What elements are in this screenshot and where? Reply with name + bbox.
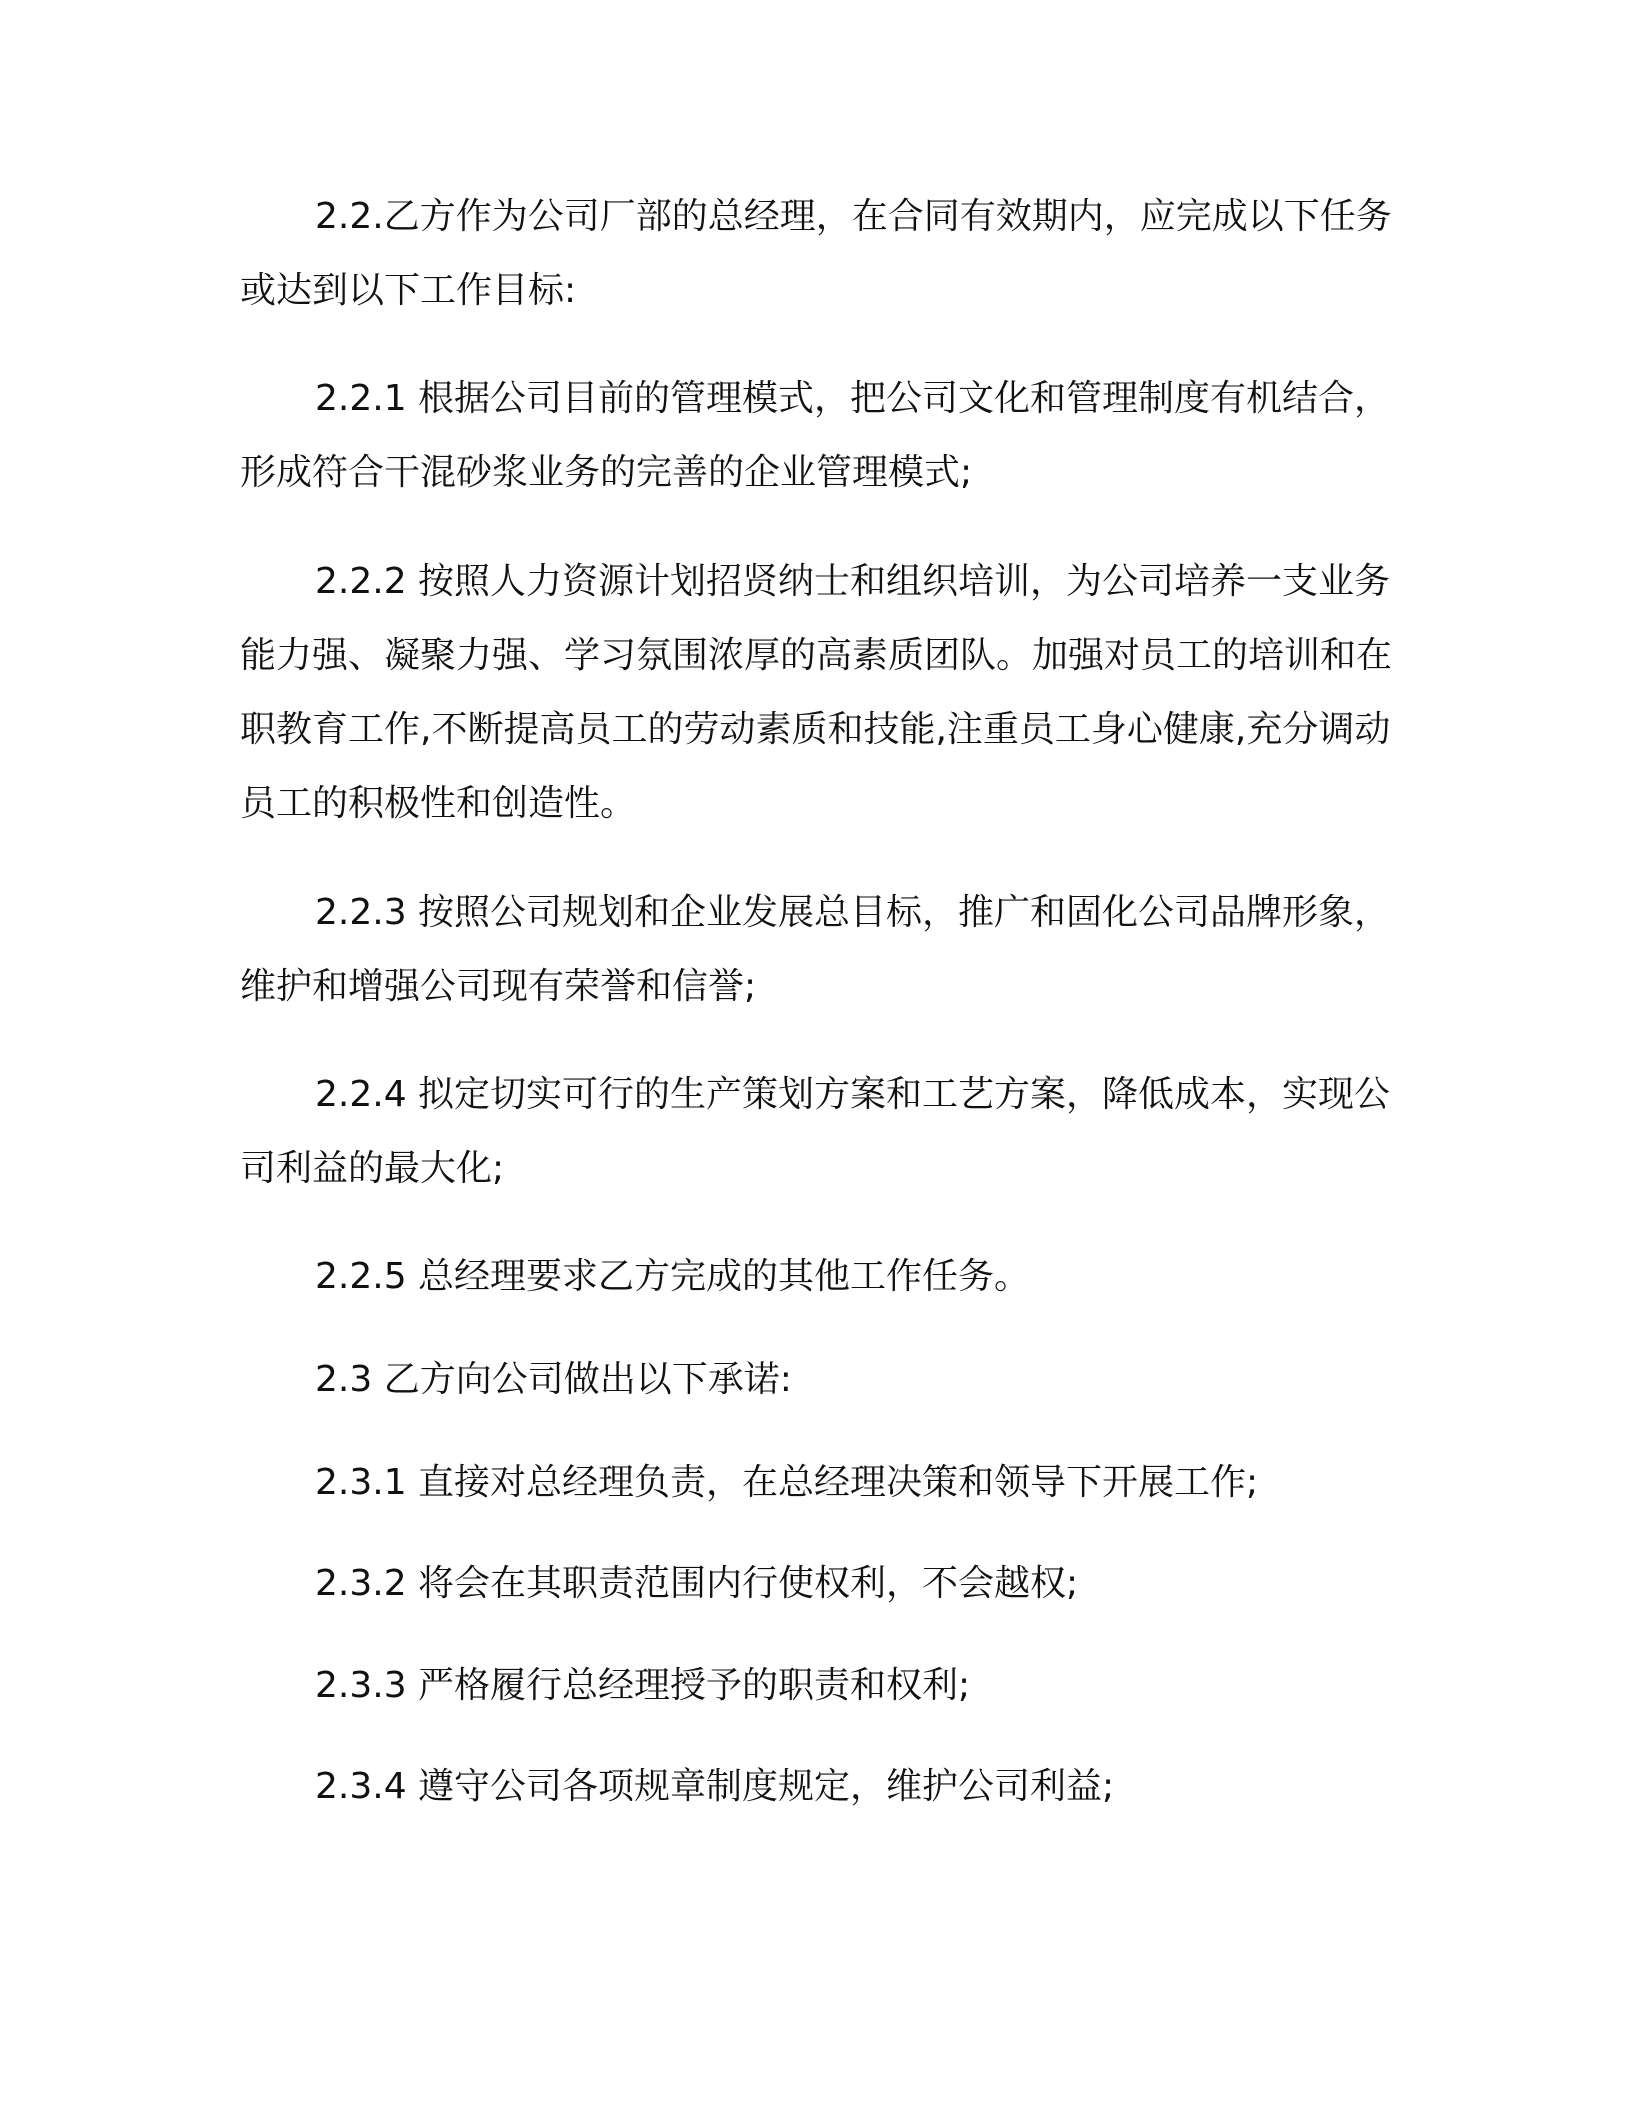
- paragraph-2-2-5: 2.2.5 总经理要求乙方完成的其他工作任务。: [315, 1256, 1031, 1297]
- paragraph-2-3-3: 2.3.3 严格履行总经理授予的职责和权利;: [315, 1665, 971, 1706]
- paragraph-2-2-3: 2.2.3 按照公司规划和企业发展总目标，推广和固化公司品牌形象，维护和增强公司现有荣誉和信誉;: [240, 892, 1391, 1007]
- paragraph-2-2-2: 2.2.2 按照人力资源计划招贤纳士和组织培训，为公司培养一支业务能力强、凝聚力强、学习氛围浓厚的高素质团队。加强对员工的培训和在职教育工作,不断提高员工的劳动素质和技能,注重员工身心健康,充分调动员工的积极性和创造性。: [240, 561, 1393, 824]
- paragraph-2-3-4: 2.3.4 遵守公司各项规章制度规定，维护公司利益;: [315, 1766, 1115, 1807]
- paragraph-2-2-4: 2.2.4 拟定切实可行的生产策划方案和工艺方案，降低成本，实现公司利益的最大化;: [240, 1074, 1391, 1189]
- paragraph-2-3-2: 2.3.2 将会在其职责范围内行使权利，不会越权;: [315, 1563, 1079, 1604]
- paragraph-2-3-1: 2.3.1 直接对总经理负责，在总经理决策和领导下开展工作;: [315, 1462, 1259, 1503]
- paragraph-2-3: 2.3 乙方向公司做出以下承诺:: [315, 1359, 792, 1400]
- paragraph-2-2: 2.2.乙方作为公司厂部的总经理，在合同有效期内，应完成以下任务或达到以下工作目标:: [240, 196, 1392, 311]
- paragraph-2-2-1: 2.2.1 根据公司目前的管理模式，把公司文化和管理制度有机结合，形成符合干混砂浆业务的完善的企业管理模式;: [240, 378, 1391, 493]
